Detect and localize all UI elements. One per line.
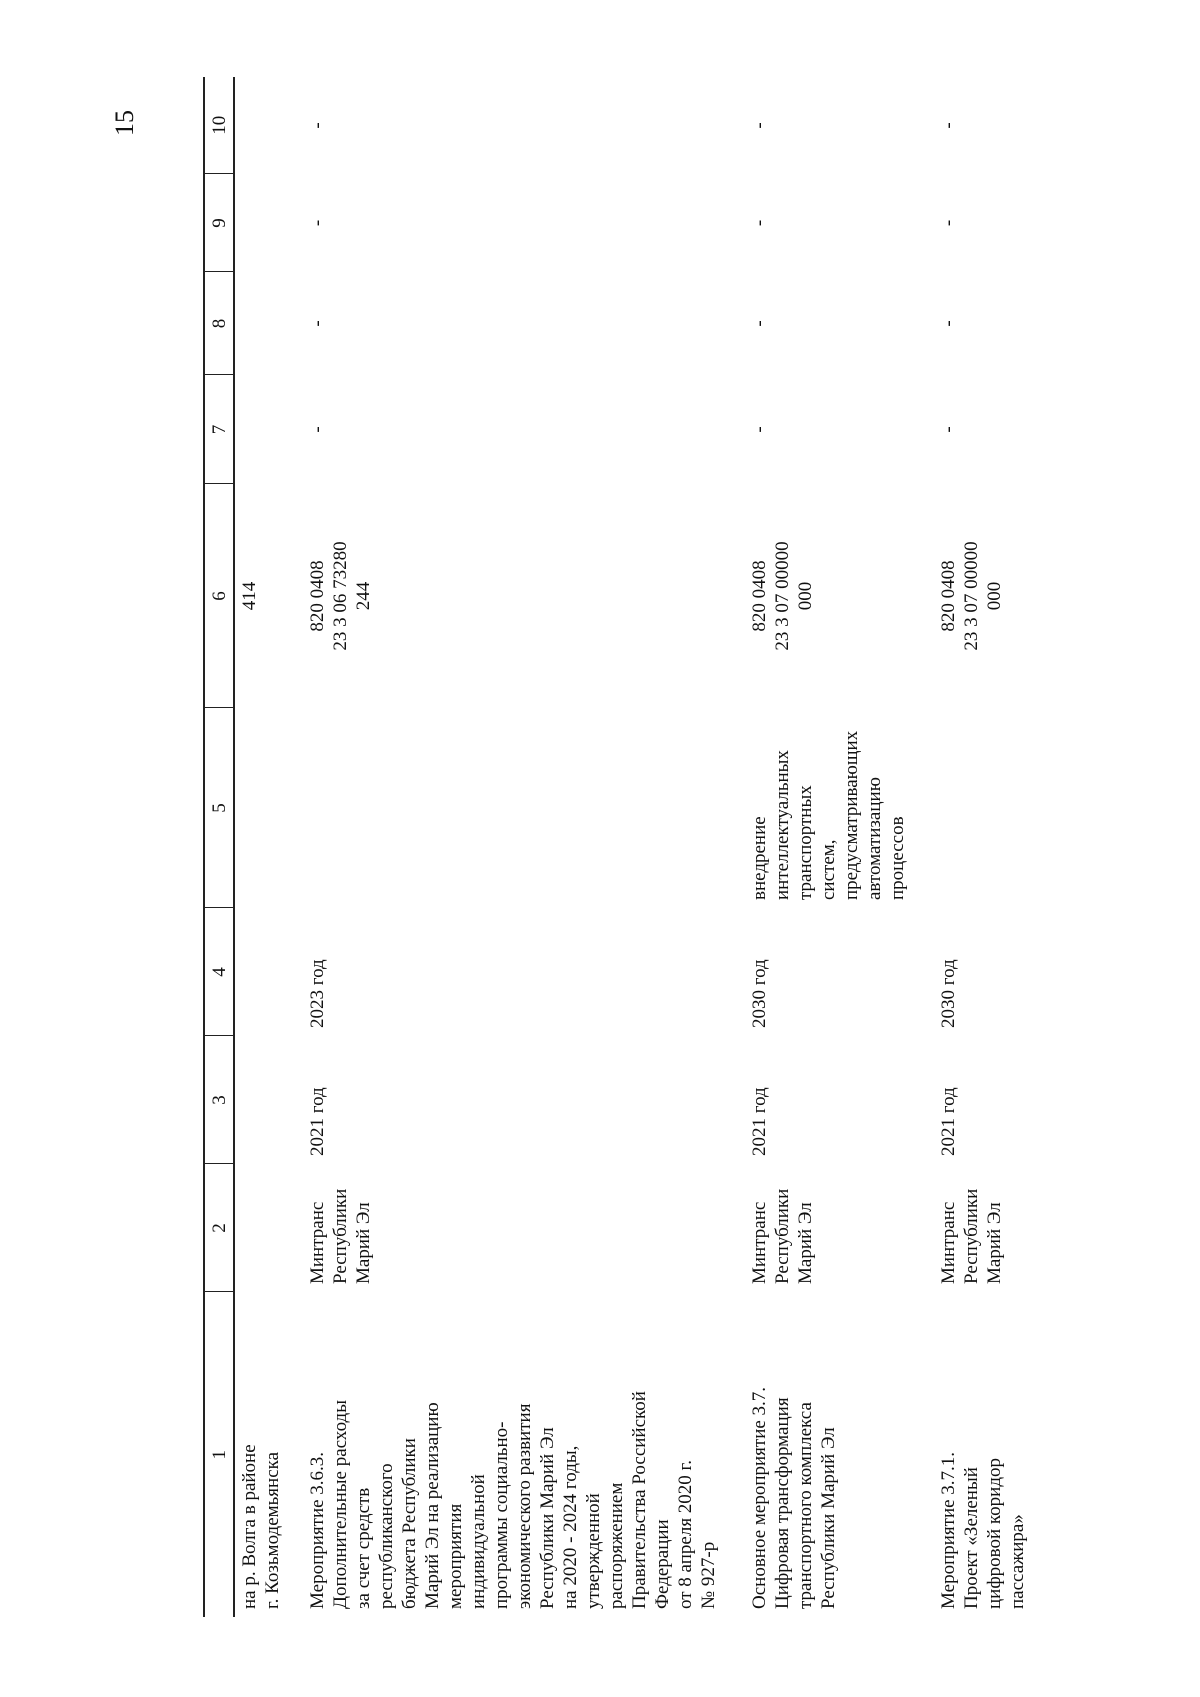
events-table [203,77,1039,1617]
table-row [919,77,1039,1617]
col-header-8: 8 [204,272,234,375]
rotated-table-wrapper [203,77,1028,1617]
cell-col9: - [749,219,770,227]
cell-executor: Минтранс Республики Марий Эл [749,1188,816,1284]
cell-budget-code: 820 0408 23 3 06 73280 244 [307,541,374,651]
header-row [204,77,234,1617]
cell-result [919,708,1039,908]
col-header-4: 4 [204,908,234,1036]
cell-col8: - [938,320,959,327]
page-number: 15 [110,110,139,136]
cell-col10: - [307,122,328,129]
col-header-1: 1 [204,1292,234,1617]
cell-start-year: 2021 год [749,1087,770,1156]
cell-col9: - [307,219,328,227]
cell-event-name: Мероприятие 3.6.3. Дополнительные расходы за счет средств республиканского бюджета Республики Марий Эл на реализацию мероприятия индивидуальной программы социально- экономического развития Республики Марий Эл на 2020 - 2024 годы, утвержденной распоряжением Правительства Российской Федерации от 8 апреля 2020 г. № 927-р [307,1391,719,1609]
col-header-5: 5 [204,708,234,908]
cell-event-name: Основное мероприятие 3.7. Цифровая трансформация транспортного комплекса Республики Марий Эл [749,1386,839,1609]
cell-col9: - [938,219,959,227]
cell-end-year: 2023 год [307,959,328,1028]
cell-col6: 414 [239,581,260,611]
cell-end-year: 2030 год [749,959,770,1028]
cell-executor: Минтранс Республики Марий Эл [307,1188,374,1284]
table-row-continuation [234,77,298,1617]
cell-col10: - [749,122,770,129]
col-header-3: 3 [204,1036,234,1164]
cell-col7: - [307,426,328,433]
cell-col8: - [307,320,328,327]
cell-start-year: 2021 год [307,1087,328,1156]
table-row [298,77,730,1617]
cell-col8: - [749,320,770,327]
col-header-2: 2 [204,1164,234,1292]
cell-executor: Минтранс Республики Марий Эл [938,1188,1005,1284]
table-row [730,77,919,1617]
cell-budget-code: 820 0408 23 3 07 00000 000 [749,541,816,651]
cell-budget-code: 820 0408 23 3 07 00000 000 [938,541,1005,651]
cell-col7: - [749,426,770,433]
col-header-9: 9 [204,174,234,272]
cell-result: внедрение интеллектуальных транспортных систем, предусматривающих автоматизацию процессов [749,730,908,900]
cell-event-name: Мероприятие 3.7.1. Проект «Зеленый цифровой коридор пассажира» [938,1451,1028,1609]
cell-start-year: 2021 год [938,1087,959,1156]
col-header-6: 6 [204,484,234,708]
cell-col10: - [938,122,959,129]
cell-col7: - [938,426,959,433]
col-header-7: 7 [204,375,234,484]
cell-col1: на р. Волга в районе г. Козьмодемьянска [239,1444,283,1609]
col-header-10: 10 [204,77,234,174]
cell-result [298,708,730,908]
cell-end-year: 2030 год [938,959,959,1028]
